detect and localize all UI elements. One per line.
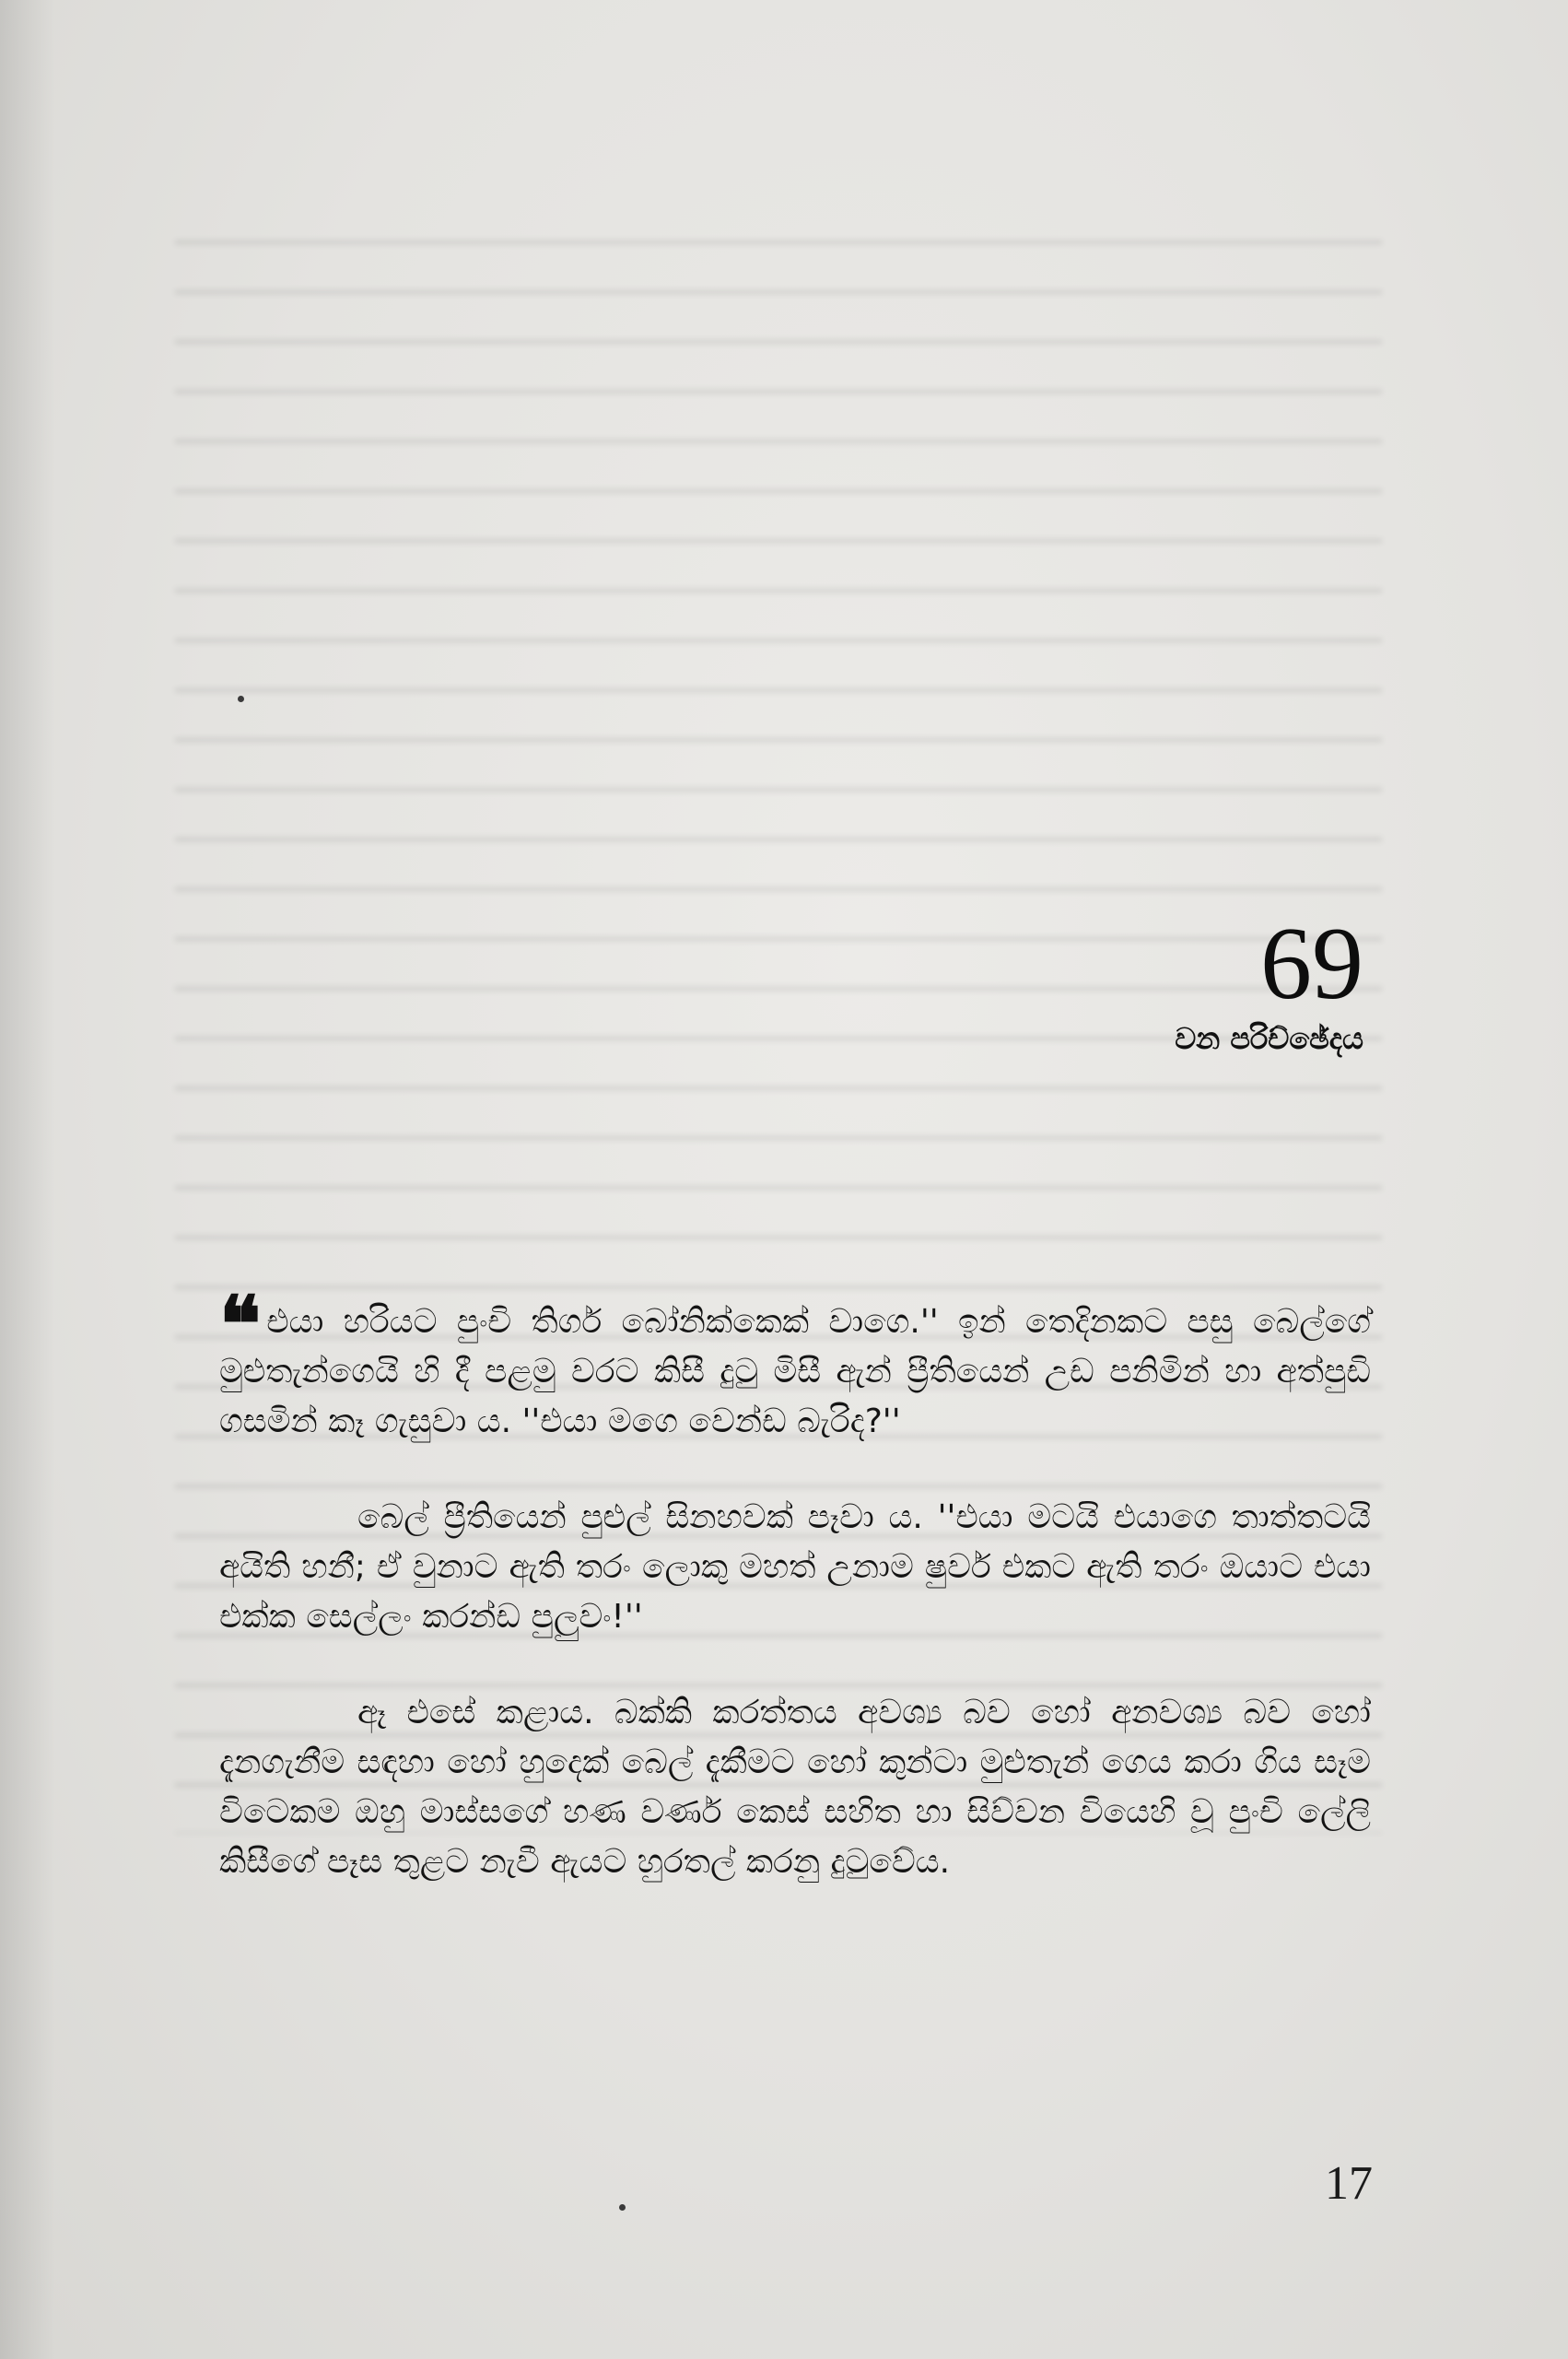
body-text bbox=[219, 1283, 1371, 1933]
paragraph-1 bbox=[219, 1283, 1371, 1447]
binding-shadow bbox=[0, 0, 55, 2359]
opening-quote-icon: ❝ bbox=[219, 1283, 262, 1368]
paragraph-2-text: බෙල් ප්‍රීතියෙන් පුළුල් සිනහවක් පෑවා ය. ''එයා මටයි එයාගෙ තාත්තටයි අයිති හනී; ඒ වුනාට ඇති තරං ලොකු මහත් උනාම ෂුවර් එකට ඇති තරං ඔයාට එයා එක්ක සෙල්ලං කරන්ඩ පුලුවං!'' bbox=[219, 1498, 1371, 1636]
paragraph-2 bbox=[219, 1493, 1371, 1642]
chapter-number: 69 bbox=[1260, 907, 1363, 1021]
page-number: 17 bbox=[1325, 2157, 1373, 2210]
paragraph-3 bbox=[219, 1688, 1371, 1887]
paragraph-1-text: එයා හරියට පුංචි තිගර් බෝනික්කෙක් වාගෙ.'' ඉන් තෙදිනකට පසු බෙල්ගේ මුළුතැන්ගෙයි හි දී පළමු වරට කිසී දුටු මිසී ඇන් ප්‍රීතියෙන් උඩ පනිමින් හා අත්පුඩි ගසමින් කෑ ගැසුවා ය. ''එයා මගෙ වෙන්ඩ බැරිද?'' bbox=[219, 1303, 1371, 1440]
dust-speck bbox=[619, 2204, 626, 2211]
paragraph-3-text: ඈ එසේ කළාය. බක්කි කරත්තය අවශ්‍ය බව හෝ අනවශ්‍ය බව හෝ දැනගැනීම සඳහා හෝ හුදෙක් බෙල් දැකීමට හෝ කුන්ටා මුළුතැන් ගෙය කරා ගිය සෑම විටෙකම ඔහු මාස්සගේ හණ වර්ණ කෙස් සහිත හා සිව්වන වියෙහි වූ පුංචි ලේලි කිසීගේ පෑස තුළට නැවී ඇයට හුරතල් කරනු දුටුවේය. bbox=[219, 1694, 1371, 1881]
chapter-label: වන පරිච්ඡේදය bbox=[1175, 1021, 1363, 1056]
dust-speck bbox=[238, 696, 244, 702]
